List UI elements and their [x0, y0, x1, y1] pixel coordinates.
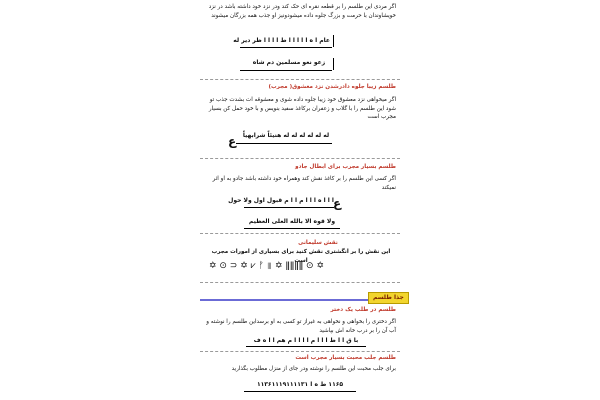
underline [236, 143, 332, 144]
section4-body: اگر دختری را بخواهی و نخواهی به غیراز تو کسی به او برسداین طلسم را نوشته و آب آن را بر درب خانه اش بپاشید [206, 319, 396, 334]
solomon-seal-symbols-icon: ✡ ⊙ ᚠ ⫼ ✡ ǁǁǁǁ ⩗ ✡ ⊂ ⊙ ✡ [208, 261, 324, 271]
section1-mark: ع [228, 134, 237, 148]
section-divider [200, 351, 400, 352]
section3-body: این نقش را بر انگشتری نقش کنید برای بسیاری از امورات مجرب است [211, 249, 391, 264]
intro-code-line-2: زعو نعو مسلمین دم شاه [252, 59, 326, 66]
section2-title: طلسم بسیار مجرب برای ابطال جادو [295, 164, 396, 170]
vertical-bar-icon [333, 35, 334, 47]
underline [240, 47, 332, 48]
intro-paragraph: اگر مردی این طلسم را بر قطعه نقره ای حک کند ودر نزد خود داشته باشد در نزد خویشاوندان با حرمت و بزرگ جلوه داده میشودونیز او جذب همه بزرگان میشوند [208, 4, 396, 19]
section2-code-2: ولا قوه الا بالله العلی العظیم [248, 218, 336, 225]
section-divider [200, 79, 400, 80]
underline [244, 228, 340, 229]
underline [246, 346, 366, 347]
section4-title: طلسم در طلب یک دختر [330, 307, 396, 313]
section1-body: اگر میخواهی نزد معشوق خود زیبا جلوه داده شوی و معشوقه ات بشدت جذب تو شود این طلسم را با گلاب و زعفران برکاغذ سفید بنویس و با خود حمل کن بسیار مجرب است [208, 97, 396, 121]
section-divider [200, 282, 400, 283]
section-divider [200, 158, 400, 159]
underline [244, 207, 334, 208]
heading-badge: جذا طلسم [368, 292, 409, 304]
section1-title: طلسم زیبا جلوه دادرشدن نزد معشوق( مجرب) [268, 84, 396, 90]
section1-code: له له له له له له هنيئاً شرابهياً [242, 132, 330, 139]
section5-title: طلسم جلب محبت بسیار مجرب است [295, 355, 396, 361]
section2-mark: ع [333, 196, 342, 210]
section5-body: برای جلب محبت این طلسم را نوشته ودر جای از منزل مطلوب بگذارید [231, 366, 396, 372]
section-divider [200, 233, 400, 234]
section2-body: اگر کسی این طلسم را بر کاغذ نقش کند وهمراه خود داشته باشد جادو به او اثر نمیکند [212, 176, 396, 191]
section2-code: ا ا ا ه ا ا ا م ا ا م قبول اول ولا حول [228, 197, 334, 204]
intro-code-line-1: عام ا ه ا ا ا ا ا ط ا ا ا ا ظر دیر له [233, 37, 330, 44]
underline [240, 70, 332, 71]
section5-code: ۱۱۶۵ ط ه ا ۱۱۳۶۱۱۱۹۱۱۱۱۳۱ [256, 381, 344, 388]
section3-title: نقش سلیمانی [298, 240, 338, 246]
section4-code: با ق ا ا ط ا ا ا م ا ا ا ا م هم ا ا ه ف [253, 337, 359, 344]
vertical-bar-icon [333, 58, 334, 70]
underline [244, 391, 356, 392]
